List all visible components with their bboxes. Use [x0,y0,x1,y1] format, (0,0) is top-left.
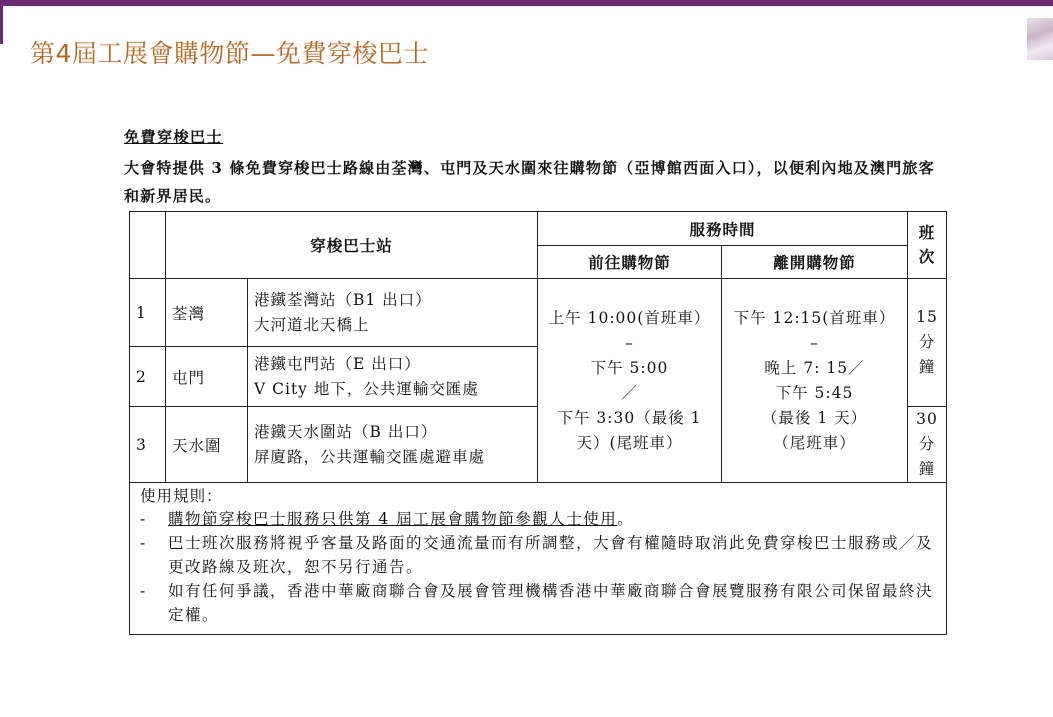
rule-text: 如有任何爭議，香港中華廠商聯合會及展會管理機構香港中華廠商聯合會展覽服務有限公司保留最終決定權。 [168,582,934,624]
rule-item [140,507,936,531]
rule-bullet: - [140,582,147,600]
row-district: 天水圍 [166,407,248,483]
page-title: 第4屆工展會購物節—免費穿梭巴士 [30,39,429,68]
from-fair-line-5: （最後 1 天） [761,408,868,427]
station-line-1: 港鐵屯門站（E 出口） [254,354,421,373]
rule-text: 購物節穿梭巴士服務只供第 4 屆工展會購物節參觀人士使用 [168,510,618,528]
rule-text: 巴士班次服務將視乎客量及路面的交通流量而有所調整，大會有權隨時取消此免費穿梭巴士服務或／及更改路線及班次，恕不另行通告。 [168,534,934,576]
header-to-fair: 前往購物節 [538,246,722,279]
rule-bullet: - [140,534,147,552]
from-fair-line-4: 下午 5:45 [775,383,854,402]
section-title: 免費穿梭巴士 [124,128,224,146]
from-fair-times [722,279,908,483]
row-district: 荃灣 [166,279,248,347]
usage-rules [130,483,947,635]
shuttle-bus-table [129,211,947,635]
rule-suffix: 。 [617,510,635,528]
station-line-2: V City 地下，公共運輸交匯處 [254,379,479,398]
frequency-30 [908,407,947,483]
station-line-2: 大河道北天橋上 [254,315,370,334]
to-fair-line-3: 下午 5:00 [590,358,669,377]
freq-unit-2: 鐘 [918,460,936,478]
row-district: 屯門 [166,347,248,407]
header-blank-cell [130,212,166,279]
to-fair-line-6: 天）(尾班車） [576,433,683,452]
station-line-2: 屏廈路，公共運輸交匯處避車處 [254,447,486,466]
freq-value: 30 [916,410,938,428]
from-fair-line-1: 下午 12:15(首班車） [733,308,896,327]
freq-unit-1: 分 [918,435,936,453]
header-station: 穿梭巴士站 [166,212,538,279]
freq-unit-2: 鐘 [918,358,936,376]
from-fair-line-3: 晚上 7: 15／ [764,358,865,377]
header-frequency: 班次 [908,212,947,279]
to-fair-line-5: 下午 3:30（最後 1 [557,408,702,427]
rules-title: 使用規則： [140,487,223,505]
header-from-fair: 離開購物節 [722,246,908,279]
corner-decoration-image [1027,18,1053,60]
to-fair-line-2: – [625,333,634,352]
rule-item [140,579,936,627]
to-fair-line-4: ／ [621,383,638,402]
rule-bullet: - [140,510,147,528]
row-number: 1 [130,279,166,347]
station-line-1: 港鐵荃灣站（B1 出口） [254,290,432,309]
from-fair-line-6: （尾班車） [773,433,856,452]
header-service-time: 服務時間 [538,212,908,246]
to-fair-times [538,279,722,483]
rule-text-wrap [168,507,936,531]
rule-item [140,531,936,579]
row-station [248,347,538,407]
freq-value: 15 [916,308,938,326]
station-line-1: 港鐵天水圍站（B 出口） [254,422,438,441]
left-accent-bar [0,6,3,44]
from-fair-line-2: – [810,333,819,352]
freq-unit-1: 分 [918,333,936,351]
row-station [248,407,538,483]
frequency-15 [908,279,947,407]
row-number: 3 [130,407,166,483]
intro-paragraph: 大會特提供 3 條免費穿梭巴士路線由荃灣、屯門及天水圍來往購物節（亞博館西面入口），以便利內地及澳門旅客和新界居民。 [124,159,935,205]
row-station [248,279,538,347]
top-accent-bar [0,0,1053,6]
row-number: 2 [130,347,166,407]
to-fair-line-1: 上午 10:00(首班車） [548,308,711,327]
